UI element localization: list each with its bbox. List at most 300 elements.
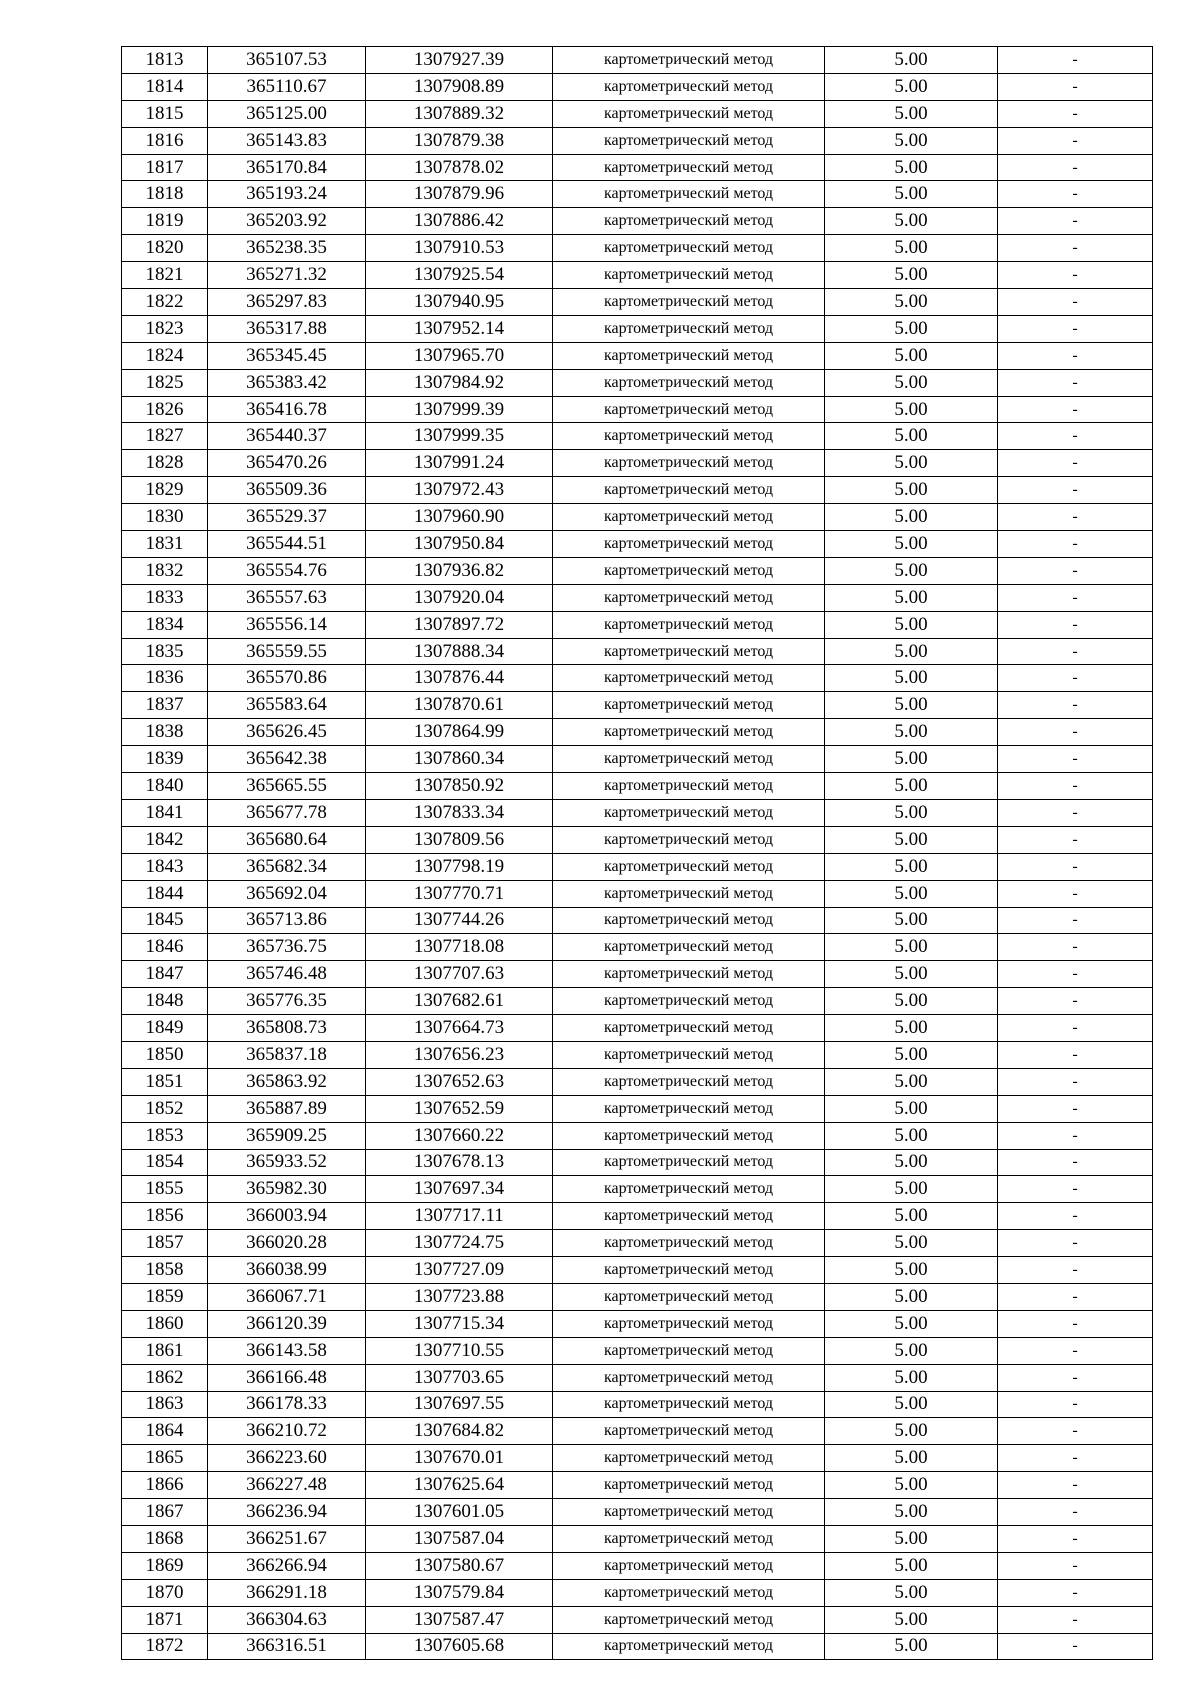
note-cell: - [998,154,1153,181]
method-cell: картометрический метод [553,1015,825,1042]
y-coordinate-cell: 1307833.34 [366,799,553,826]
accuracy-cell: 5.00 [825,1606,998,1633]
x-coordinate-cell: 365554.76 [208,557,366,584]
y-coordinate-cell: 1307950.84 [366,531,553,558]
point-number-cell: 1857 [122,1230,208,1257]
point-number-cell: 1826 [122,396,208,423]
note-cell: - [998,638,1153,665]
table-row [122,127,1153,154]
table-row [122,719,1153,746]
note-cell: - [998,1068,1153,1095]
accuracy-cell: 5.00 [825,1445,998,1472]
table-row [122,1445,1153,1472]
point-number-cell: 1824 [122,342,208,369]
accuracy-cell: 5.00 [825,1310,998,1337]
method-cell: картометрический метод [553,799,825,826]
method-cell: картометрический метод [553,880,825,907]
table-row [122,934,1153,961]
point-number-cell: 1840 [122,773,208,800]
table-row [122,47,1153,74]
table-row [122,369,1153,396]
point-number-cell: 1866 [122,1472,208,1499]
y-coordinate-cell: 1307707.63 [366,961,553,988]
y-coordinate-cell: 1307717.11 [366,1203,553,1230]
x-coordinate-cell: 365909.25 [208,1122,366,1149]
y-coordinate-cell: 1307744.26 [366,907,553,934]
point-number-cell: 1817 [122,154,208,181]
point-number-cell: 1831 [122,531,208,558]
table-row [122,638,1153,665]
point-number-cell: 1827 [122,423,208,450]
note-cell: - [998,907,1153,934]
table-row [122,1257,1153,1284]
note-cell: - [998,1015,1153,1042]
point-number-cell: 1862 [122,1364,208,1391]
table-row [122,773,1153,800]
accuracy-cell: 5.00 [825,746,998,773]
point-number-cell: 1841 [122,799,208,826]
table-row [122,853,1153,880]
accuracy-cell: 5.00 [825,934,998,961]
x-coordinate-cell: 366266.94 [208,1552,366,1579]
method-cell: картометрический метод [553,1579,825,1606]
method-cell: картометрический метод [553,1041,825,1068]
method-cell: картометрический метод [553,504,825,531]
point-number-cell: 1838 [122,719,208,746]
point-number-cell: 1853 [122,1122,208,1149]
y-coordinate-cell: 1307910.53 [366,235,553,262]
table-row [122,100,1153,127]
point-number-cell: 1849 [122,1015,208,1042]
table-row [122,235,1153,262]
method-cell: картометрический метод [553,1445,825,1472]
table-row [122,1391,1153,1418]
accuracy-cell: 5.00 [825,100,998,127]
x-coordinate-cell: 365583.64 [208,692,366,719]
y-coordinate-cell: 1307999.35 [366,423,553,450]
accuracy-cell: 5.00 [825,1633,998,1660]
note-cell: - [998,477,1153,504]
note-cell: - [998,773,1153,800]
x-coordinate-cell: 365559.55 [208,638,366,665]
table-row [122,880,1153,907]
table-row [122,611,1153,638]
accuracy-cell: 5.00 [825,450,998,477]
coordinates-table [121,46,1153,1660]
table-row [122,1633,1153,1660]
x-coordinate-cell: 365110.67 [208,73,366,100]
note-cell: - [998,961,1153,988]
x-coordinate-cell: 366236.94 [208,1499,366,1526]
point-number-cell: 1867 [122,1499,208,1526]
y-coordinate-cell: 1307889.32 [366,100,553,127]
y-coordinate-cell: 1307860.34 [366,746,553,773]
table-body [122,47,1153,1660]
method-cell: картометрический метод [553,100,825,127]
accuracy-cell: 5.00 [825,853,998,880]
point-number-cell: 1858 [122,1257,208,1284]
point-number-cell: 1816 [122,127,208,154]
x-coordinate-cell: 365383.42 [208,369,366,396]
method-cell: картометрический метод [553,557,825,584]
method-cell: картометрический метод [553,853,825,880]
table-row [122,1095,1153,1122]
accuracy-cell: 5.00 [825,961,998,988]
table-row [122,208,1153,235]
y-coordinate-cell: 1307580.67 [366,1552,553,1579]
point-number-cell: 1852 [122,1095,208,1122]
x-coordinate-cell: 365238.35 [208,235,366,262]
x-coordinate-cell: 365863.92 [208,1068,366,1095]
y-coordinate-cell: 1307798.19 [366,853,553,880]
note-cell: - [998,1418,1153,1445]
accuracy-cell: 5.00 [825,423,998,450]
accuracy-cell: 5.00 [825,73,998,100]
note-cell: - [998,611,1153,638]
method-cell: картометрический метод [553,1095,825,1122]
point-number-cell: 1860 [122,1310,208,1337]
table-row [122,1203,1153,1230]
method-cell: картометрический метод [553,154,825,181]
note-cell: - [998,504,1153,531]
note-cell: - [998,1095,1153,1122]
point-number-cell: 1856 [122,1203,208,1230]
accuracy-cell: 5.00 [825,1257,998,1284]
point-number-cell: 1861 [122,1337,208,1364]
accuracy-cell: 5.00 [825,1472,998,1499]
x-coordinate-cell: 366178.33 [208,1391,366,1418]
accuracy-cell: 5.00 [825,1391,998,1418]
method-cell: картометрический метод [553,1525,825,1552]
table-row [122,477,1153,504]
x-coordinate-cell: 365317.88 [208,315,366,342]
table-row [122,692,1153,719]
note-cell: - [998,450,1153,477]
point-number-cell: 1863 [122,1391,208,1418]
point-number-cell: 1839 [122,746,208,773]
y-coordinate-cell: 1307727.09 [366,1257,553,1284]
method-cell: картометрический метод [553,1230,825,1257]
accuracy-cell: 5.00 [825,208,998,235]
method-cell: картометрический метод [553,1499,825,1526]
note-cell: - [998,826,1153,853]
method-cell: картометрический метод [553,611,825,638]
point-number-cell: 1821 [122,262,208,289]
table-row [122,1525,1153,1552]
table-row [122,1606,1153,1633]
note-cell: - [998,531,1153,558]
method-cell: картометрический метод [553,369,825,396]
note-cell: - [998,1203,1153,1230]
point-number-cell: 1836 [122,665,208,692]
note-cell: - [998,1176,1153,1203]
y-coordinate-cell: 1307670.01 [366,1445,553,1472]
y-coordinate-cell: 1307664.73 [366,1015,553,1042]
note-cell: - [998,719,1153,746]
table-row [122,1230,1153,1257]
table-row [122,1499,1153,1526]
x-coordinate-cell: 365193.24 [208,181,366,208]
accuracy-cell: 5.00 [825,799,998,826]
accuracy-cell: 5.00 [825,1418,998,1445]
y-coordinate-cell: 1307656.23 [366,1041,553,1068]
point-number-cell: 1830 [122,504,208,531]
table-row [122,988,1153,1015]
y-coordinate-cell: 1307936.82 [366,557,553,584]
method-cell: картометрический метод [553,450,825,477]
note-cell: - [998,342,1153,369]
x-coordinate-cell: 365808.73 [208,1015,366,1042]
note-cell: - [998,799,1153,826]
accuracy-cell: 5.00 [825,719,998,746]
point-number-cell: 1825 [122,369,208,396]
accuracy-cell: 5.00 [825,289,998,316]
accuracy-cell: 5.00 [825,127,998,154]
accuracy-cell: 5.00 [825,638,998,665]
x-coordinate-cell: 365125.00 [208,100,366,127]
y-coordinate-cell: 1307723.88 [366,1283,553,1310]
y-coordinate-cell: 1307715.34 [366,1310,553,1337]
x-coordinate-cell: 365982.30 [208,1176,366,1203]
note-cell: - [998,396,1153,423]
accuracy-cell: 5.00 [825,154,998,181]
note-cell: - [998,1337,1153,1364]
method-cell: картометрический метод [553,1633,825,1660]
point-number-cell: 1848 [122,988,208,1015]
table-row [122,1472,1153,1499]
y-coordinate-cell: 1307724.75 [366,1230,553,1257]
method-cell: картометрический метод [553,289,825,316]
note-cell: - [998,47,1153,74]
table-row [122,315,1153,342]
method-cell: картометрический метод [553,1337,825,1364]
y-coordinate-cell: 1307718.08 [366,934,553,961]
method-cell: картометрический метод [553,719,825,746]
note-cell: - [998,988,1153,1015]
note-cell: - [998,1149,1153,1176]
x-coordinate-cell: 365544.51 [208,531,366,558]
note-cell: - [998,208,1153,235]
note-cell: - [998,1257,1153,1284]
point-number-cell: 1845 [122,907,208,934]
note-cell: - [998,289,1153,316]
note-cell: - [998,1606,1153,1633]
point-number-cell: 1829 [122,477,208,504]
x-coordinate-cell: 365682.34 [208,853,366,880]
accuracy-cell: 5.00 [825,692,998,719]
point-number-cell: 1814 [122,73,208,100]
y-coordinate-cell: 1307991.24 [366,450,553,477]
y-coordinate-cell: 1307965.70 [366,342,553,369]
method-cell: картометрический метод [553,746,825,773]
accuracy-cell: 5.00 [825,1552,998,1579]
y-coordinate-cell: 1307886.42 [366,208,553,235]
accuracy-cell: 5.00 [825,1149,998,1176]
table-row [122,531,1153,558]
table-row [122,504,1153,531]
note-cell: - [998,73,1153,100]
point-number-cell: 1850 [122,1041,208,1068]
point-number-cell: 1854 [122,1149,208,1176]
accuracy-cell: 5.00 [825,1015,998,1042]
x-coordinate-cell: 365692.04 [208,880,366,907]
point-number-cell: 1846 [122,934,208,961]
x-coordinate-cell: 366223.60 [208,1445,366,1472]
note-cell: - [998,1283,1153,1310]
accuracy-cell: 5.00 [825,181,998,208]
method-cell: картометрический метод [553,423,825,450]
method-cell: картометрический метод [553,1122,825,1149]
accuracy-cell: 5.00 [825,907,998,934]
method-cell: картометрический метод [553,1257,825,1284]
note-cell: - [998,934,1153,961]
table-row [122,584,1153,611]
y-coordinate-cell: 1307850.92 [366,773,553,800]
x-coordinate-cell: 366316.51 [208,1633,366,1660]
y-coordinate-cell: 1307864.99 [366,719,553,746]
note-cell: - [998,369,1153,396]
note-cell: - [998,127,1153,154]
table-row [122,396,1153,423]
table-row [122,665,1153,692]
x-coordinate-cell: 365887.89 [208,1095,366,1122]
note-cell: - [998,1364,1153,1391]
point-number-cell: 1834 [122,611,208,638]
point-number-cell: 1844 [122,880,208,907]
table-row [122,1068,1153,1095]
y-coordinate-cell: 1307925.54 [366,262,553,289]
table-row [122,1552,1153,1579]
method-cell: картометрический метод [553,262,825,289]
y-coordinate-cell: 1307697.55 [366,1391,553,1418]
table-row [122,1176,1153,1203]
y-coordinate-cell: 1307770.71 [366,880,553,907]
accuracy-cell: 5.00 [825,1041,998,1068]
method-cell: картометрический метод [553,235,825,262]
note-cell: - [998,100,1153,127]
x-coordinate-cell: 365570.86 [208,665,366,692]
point-number-cell: 1815 [122,100,208,127]
point-number-cell: 1868 [122,1525,208,1552]
note-cell: - [998,665,1153,692]
accuracy-cell: 5.00 [825,880,998,907]
y-coordinate-cell: 1307682.61 [366,988,553,1015]
note-cell: - [998,1579,1153,1606]
y-coordinate-cell: 1307809.56 [366,826,553,853]
table-row [122,423,1153,450]
x-coordinate-cell: 365680.64 [208,826,366,853]
accuracy-cell: 5.00 [825,235,998,262]
method-cell: картометрический метод [553,1364,825,1391]
point-number-cell: 1842 [122,826,208,853]
table-row [122,1579,1153,1606]
point-number-cell: 1819 [122,208,208,235]
x-coordinate-cell: 366143.58 [208,1337,366,1364]
table-row [122,1122,1153,1149]
point-number-cell: 1843 [122,853,208,880]
note-cell: - [998,315,1153,342]
accuracy-cell: 5.00 [825,1068,998,1095]
point-number-cell: 1870 [122,1579,208,1606]
table-row [122,1337,1153,1364]
x-coordinate-cell: 365713.86 [208,907,366,934]
method-cell: картометрический метод [553,1606,825,1633]
method-cell: картометрический метод [553,342,825,369]
y-coordinate-cell: 1307879.96 [366,181,553,208]
point-number-cell: 1847 [122,961,208,988]
x-coordinate-cell: 365271.32 [208,262,366,289]
method-cell: картометрический метод [553,907,825,934]
table-row [122,262,1153,289]
accuracy-cell: 5.00 [825,1499,998,1526]
point-number-cell: 1871 [122,1606,208,1633]
method-cell: картометрический метод [553,1203,825,1230]
x-coordinate-cell: 365529.37 [208,504,366,531]
y-coordinate-cell: 1307999.39 [366,396,553,423]
point-number-cell: 1823 [122,315,208,342]
method-cell: картометрический метод [553,584,825,611]
x-coordinate-cell: 366251.67 [208,1525,366,1552]
method-cell: картометрический метод [553,73,825,100]
table-row [122,289,1153,316]
accuracy-cell: 5.00 [825,1203,998,1230]
accuracy-cell: 5.00 [825,1579,998,1606]
x-coordinate-cell: 366067.71 [208,1283,366,1310]
y-coordinate-cell: 1307579.84 [366,1579,553,1606]
x-coordinate-cell: 365107.53 [208,47,366,74]
note-cell: - [998,880,1153,907]
note-cell: - [998,1499,1153,1526]
method-cell: картометрический метод [553,127,825,154]
x-coordinate-cell: 366003.94 [208,1203,366,1230]
method-cell: картометрический метод [553,1310,825,1337]
point-number-cell: 1822 [122,289,208,316]
table-row [122,1418,1153,1445]
accuracy-cell: 5.00 [825,315,998,342]
table-row [122,1364,1153,1391]
accuracy-cell: 5.00 [825,826,998,853]
method-cell: картометрический метод [553,1391,825,1418]
point-number-cell: 1859 [122,1283,208,1310]
accuracy-cell: 5.00 [825,665,998,692]
x-coordinate-cell: 366038.99 [208,1257,366,1284]
point-number-cell: 1855 [122,1176,208,1203]
y-coordinate-cell: 1307897.72 [366,611,553,638]
method-cell: картометрический метод [553,665,825,692]
note-cell: - [998,853,1153,880]
method-cell: картометрический метод [553,47,825,74]
x-coordinate-cell: 366120.39 [208,1310,366,1337]
accuracy-cell: 5.00 [825,369,998,396]
point-number-cell: 1832 [122,557,208,584]
note-cell: - [998,1391,1153,1418]
note-cell: - [998,1230,1153,1257]
y-coordinate-cell: 1307587.04 [366,1525,553,1552]
accuracy-cell: 5.00 [825,1364,998,1391]
table-row [122,826,1153,853]
x-coordinate-cell: 365416.78 [208,396,366,423]
note-cell: - [998,1633,1153,1660]
y-coordinate-cell: 1307697.34 [366,1176,553,1203]
note-cell: - [998,1552,1153,1579]
method-cell: картометрический метод [553,1176,825,1203]
x-coordinate-cell: 365837.18 [208,1041,366,1068]
accuracy-cell: 5.00 [825,1095,998,1122]
point-number-cell: 1833 [122,584,208,611]
method-cell: картометрический метод [553,1068,825,1095]
table-row [122,907,1153,934]
method-cell: картометрический метод [553,1149,825,1176]
